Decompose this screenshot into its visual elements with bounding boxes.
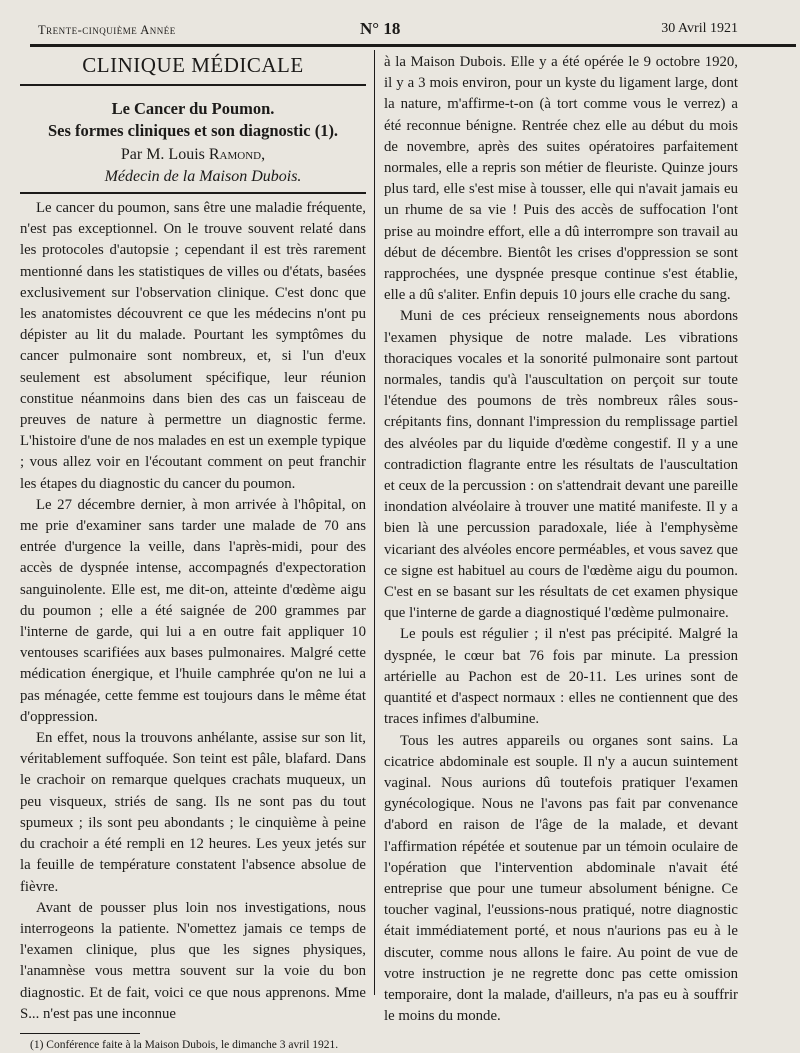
footnote-rule <box>20 1033 140 1034</box>
article-subtitle: Ses formes cliniques et son diagnostic (1). <box>47 121 339 140</box>
paragraph: Le cancer du poumon, sans être une maladie fréquente, n'est pas exceptionnel. On le trouve souvent relaté dans les protocoles d'autopsie ; cependant il est très rarement mentionné dans les statistiques de villes ou d'états, basées exclusivement sur l'observation clinique. C'est donc que les anatomistes découvrent ce que les médecins n'ont pu dépister au lit du malade. Pourtant les symptômes du cancer pulmonaire sont nombreux, et, si l'un d'eux seulement est absolument spécifique, leur réunion constitue néanmoins dans bien des cas un faisceau de preuves de nature à permettre un diagnostic ferme. L'histoire d'une de nos malades en est un exemple typique ; vous allez voir en l'écoutant comment on peut franchir les étapes du diagnostic du cancer du poumon. <box>20 200 366 492</box>
section-title: CLINIQUE MÉDICALE <box>82 53 304 77</box>
header-rule <box>30 44 796 47</box>
column-divider <box>374 50 375 995</box>
right-body <box>384 52 738 1027</box>
footnote: (1) Conférence faite à la Maison Dubois, le dimanche 3 avril 1921. <box>30 1038 339 1051</box>
paragraph: En effet, nous la trouvons anhélante, assise sur son lit, véritablement suffoquée. Son teint est pâle, blafard. Dans le crachoir on remarque quelques crachats muqueux, un peu visqueux, striés de sang. Ils ne sont pas du tout spumeux ; ils sont peu abondants ; le cinquième à peine du crachoir a été rempli en 12 heures. Les yeux jetés sur la feuille de température constatent l'absence absolue de fièvre. <box>20 730 366 895</box>
author-prefix: Par M. Louis <box>120 146 209 163</box>
running-header <box>38 17 738 45</box>
article-title: Le Cancer du Poumon. <box>111 99 275 118</box>
author-name: Ramond, <box>208 146 266 163</box>
section-rule <box>20 84 366 86</box>
volume-year: Trente-cinquième Année <box>38 23 176 37</box>
paragraph: Le pouls est régulier ; il n'est pas précipité. Malgré la dyspnée, le cœur bat 76 fois par minute. La pression artérielle au Pachon est de 20-11. Les urines sont de quantité et d'aspect normaux : elles ne contiennent que des traces infimes d'albumine. <box>384 626 738 728</box>
paragraph: Muni de ces précieux renseignements nous abordons l'examen physique de notre malade. Les vibrations thoraciques vocales et la sonorité pulmonaire sont partout normales, tandis qu'à l'auscultation on perçoit sur toute l'étendue des poumons de très nombreux râles sous-crépitants fins, donnant l'impression du remplissage partiel des alvéoles par du liquide d'œdème congestif. Il y a une contradiction flagrante entre les résultats de l'auscultation et ceux de la percussion : on s'attendrait devant une pareille inondation alvéolaire à trouver une matité manifeste. Il y a bien là une percussion paradoxale, liée à l'emphysème vicariant des alvéoles encore perméables, et vous savez que ce signe est habituel au cours de l'œdème aigu du poumon. C'est en se basant sur les résultats de cet examen physique que l'interne de garde a diagnostiqué l'œdème pulmonaire. <box>384 308 738 622</box>
right-column <box>384 52 738 1027</box>
left-column <box>20 52 366 1053</box>
author-affiliation: Médecin de la Maison Dubois. <box>104 168 302 185</box>
issue-date: 30 Avril 1921 <box>661 21 738 36</box>
paragraph: Avant de pousser plus loin nos investigations, nous interrogeons la patiente. N'omettez jamais ce temps de l'examen clinique, plus que les signes physiques, l'anamnèse vous mettra souvent sur la voie du bon diagnostic. Et de fait, voici ce que nous apprenons. Mme S... n'est pas une inconnue <box>20 899 366 1022</box>
left-body <box>20 198 366 1025</box>
author-line <box>20 144 366 166</box>
issue-number: N° 18 <box>360 19 401 38</box>
paragraph: à la Maison Dubois. Elle y a été opérée le 9 octobre 1920, il y a 3 mois environ, pour un kyste du ligament large, dont la nature, m'affirme-t-on (à tort comme vous le verrez) a été reconnue bénigne. Rentrée chez elle au début du mois de novembre, après des suites opératoires parfaitement normales, elle a repris son métier de fleuriste. Quinze jours plus tard, elle s'est mise à tousser, elle qui n'avait jamais eu un rhume de sa vie ! Puis des accès de suffocation l'ont prise au moindre effort, elle a dû interrompre son travail au début de décembre. Bientôt les crises d'oppression se sont rapprochées, une dyspnée presque continue s'est établie, elle a dû s'aliter. Enfin depuis 10 jours elle crache du sang. <box>384 54 738 304</box>
paragraph: Le 27 décembre dernier, à mon arrivée à l'hôpital, on me prie d'examiner sans tarder une malade de 70 ans entrée d'urgence la veille, dans l'après-midi, pour des accès de dyspnée intense, accompagnés d'expectoration sanguinolente. Elle est, me dit-on, atteinte d'œdème aigu du poumon ; elle a été saignée de 200 grammes par l'interne de garde, qui lui a en outre fait appliquer 10 ventouses scarifiées aux bases pulmonaires. Malgré cette médication énergique, et l'huile camphrée qu'on ne lui a pas ménagée, cette femme est toujours dans le même état d'oppression. <box>20 496 366 725</box>
article-rule <box>20 192 366 194</box>
paragraph: Tous les autres appareils ou organes sont sains. La cicatrice abdominale est souple. Il n'y a aucun suintement vaginal. Nous aurions dû toutefois pratiquer l'examen gynécologique. Nous ne l'avons pas fait par convenance d'abord en raison de l'âge de la malade, et devant l'affirmation répétée et soutenue par un témoin oculaire de l'opération que l'intervention abdominale n'avait été entreprise que pour une tumeur absolument bénigne. Ce toucher vaginal, l'eussions-nous pratiqué, notre diagnostic était immédiatement porté, et nous n'aurions pas eu à le discuter, comme nous allons le faire. Au point de vue de votre instruction je ne regrette donc pas cette omission temporaire, dont la malade, d'ailleurs, n'a pas eu à souffrir le moins du monde. <box>384 732 738 1025</box>
